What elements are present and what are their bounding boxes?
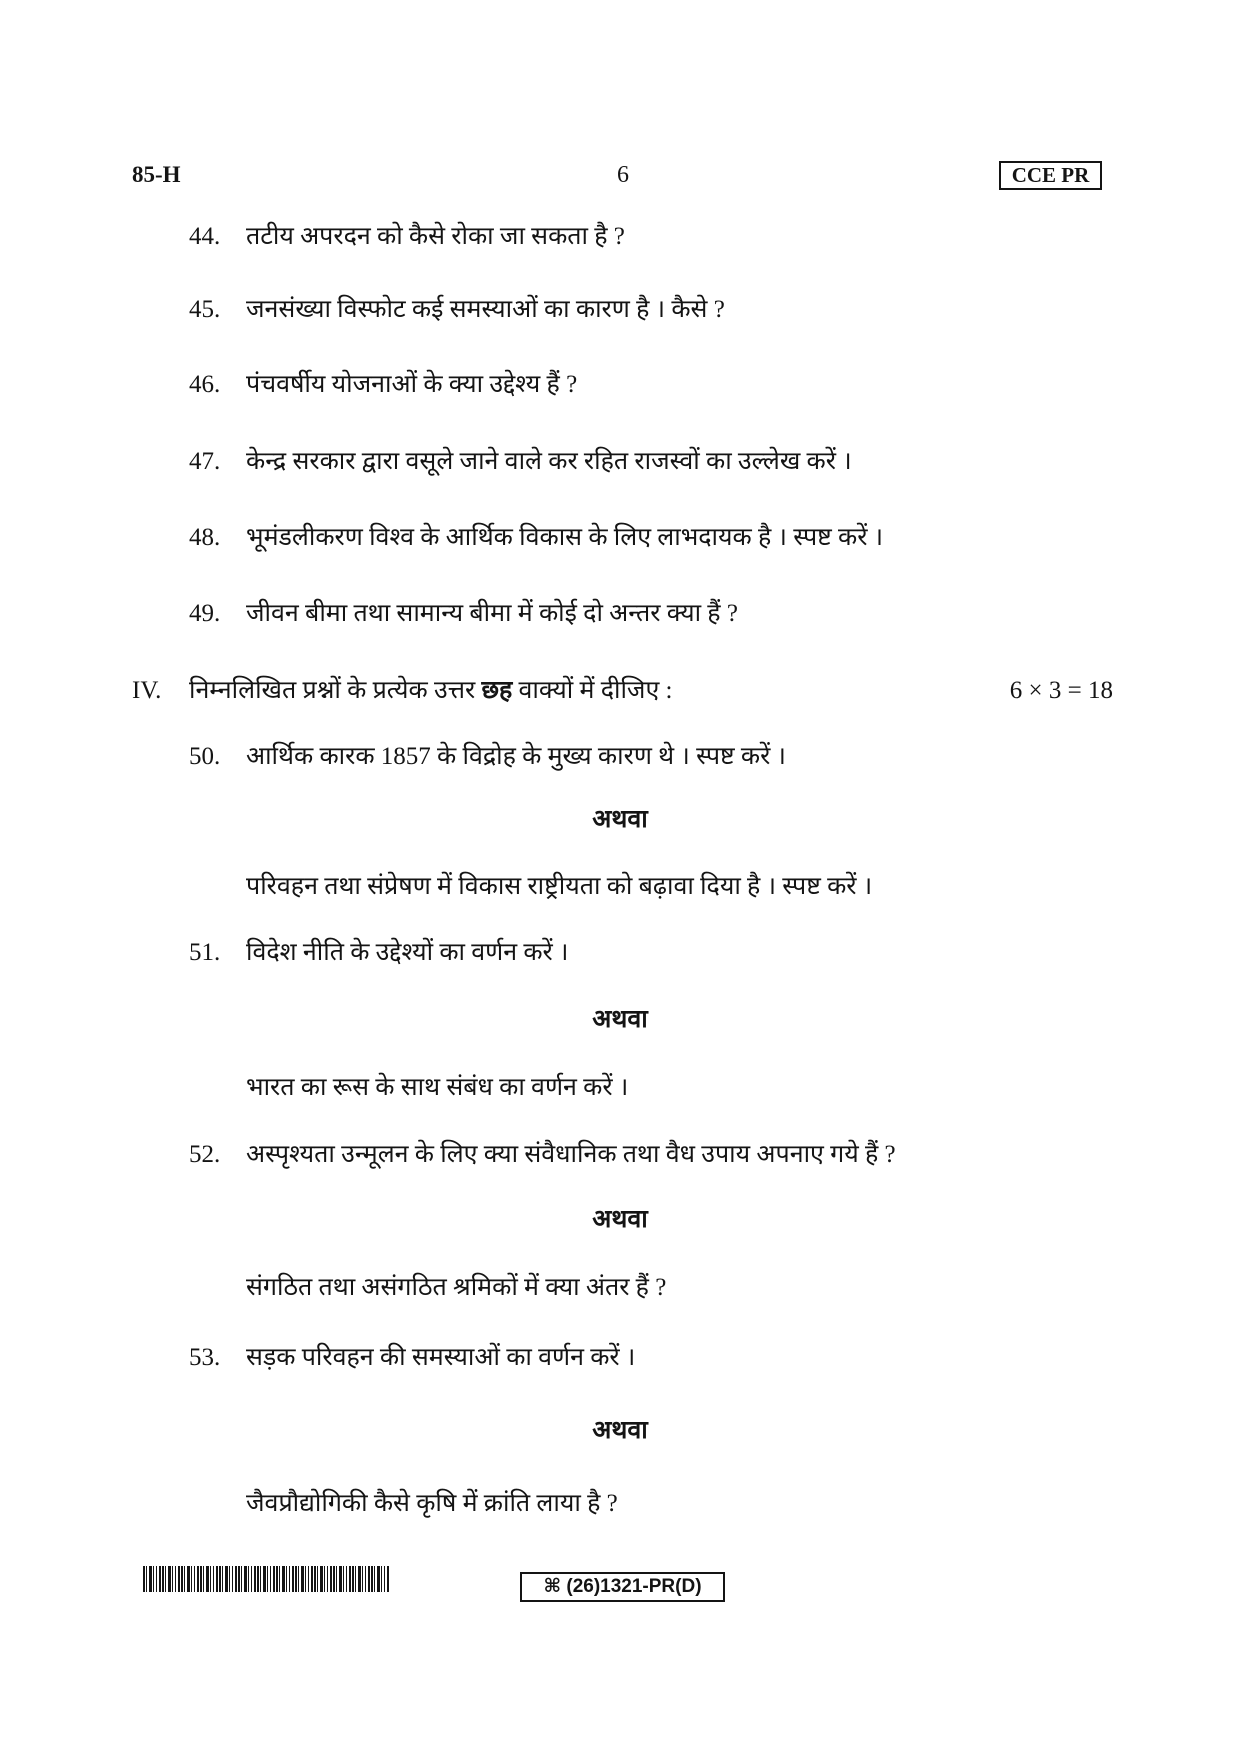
instruction-text: निम्नलिखित प्रश्नों के प्रत्येक उत्तर — [189, 677, 482, 704]
series-box: CCE PR — [999, 161, 1102, 190]
question-text: जनसंख्या विस्फोट कई समस्याओं का कारण है । कैसे ? — [246, 296, 725, 323]
question-text: तटीय अपरदन को कैसे रोका जा सकता है ? — [246, 223, 625, 250]
alternative-question-text: भारत का रूस के साथ संबंध का वर्णन करें । — [246, 1074, 629, 1101]
question-number: 49. — [189, 600, 221, 627]
question-number: 50. — [189, 743, 221, 770]
question-text: केन्द्र सरकार द्वारा वसूले जाने वाले कर रहित राजस्वों का उल्लेख करें । — [246, 448, 852, 475]
page-number: 6 — [617, 162, 629, 188]
question-text: भूमंडलीकरण विश्व के आर्थिक विकास के लिए लाभदायक है । स्पष्ट करें । — [246, 524, 884, 551]
or-label: अथवा — [592, 806, 648, 833]
question-number: 46. — [189, 371, 221, 398]
barcode — [143, 1566, 389, 1592]
or-label: अथवा — [592, 1417, 648, 1444]
question-text: अस्पृश्यता उन्मूलन के लिए क्या संवैधानिक तथा वैध उपाय अपनाए गये हैं ? — [246, 1141, 896, 1168]
or-label: अथवा — [592, 1206, 648, 1233]
alternative-question-text: संगठित तथा असंगठित श्रमिकों में क्या अंतर हैं ? — [246, 1274, 667, 1301]
alternative-question-text: परिवहन तथा संप्रेषण में विकास राष्ट्रीयता को बढ़ावा दिया है । स्पष्ट करें । — [246, 873, 873, 900]
or-label: अथवा — [592, 1006, 648, 1033]
question-text: सड़क परिवहन की समस्याओं का वर्णन करें । — [246, 1344, 636, 1371]
question-number: 53. — [189, 1344, 221, 1371]
section-numeral: IV. — [132, 677, 162, 704]
question-number: 48. — [189, 524, 221, 551]
question-text: आर्थिक कारक 1857 के विद्रोह के मुख्य कारण थे । स्पष्ट करें । — [246, 743, 787, 770]
alternative-question-text: जैवप्रौद्योगिकी कैसे कृषि में क्रांति लाया है ? — [246, 1490, 618, 1517]
section-marks: 6 × 3 = 18 — [1009, 677, 1113, 704]
instruction-text: वाक्यों में दीजिए : — [512, 677, 673, 704]
question-number: 47. — [189, 448, 221, 475]
question-text: विदेश नीति के उद्देश्यों का वर्णन करें । — [246, 939, 569, 966]
question-text: जीवन बीमा तथा सामान्य बीमा में कोई दो अन्तर क्या हैं ? — [246, 600, 738, 627]
question-text: पंचवर्षीय योजनाओं के क्या उद्देश्य हैं ? — [246, 371, 578, 398]
instruction-emphasis: छह — [481, 677, 513, 704]
question-number: 45. — [189, 296, 221, 323]
question-number: 51. — [189, 939, 221, 966]
paper-code: 85-H — [132, 162, 181, 187]
section-instruction — [189, 675, 673, 707]
question-number: 44. — [189, 223, 221, 250]
question-number: 52. — [189, 1141, 221, 1168]
footer-code-box: ⌘ (26)1321-PR(D) — [520, 1572, 725, 1602]
